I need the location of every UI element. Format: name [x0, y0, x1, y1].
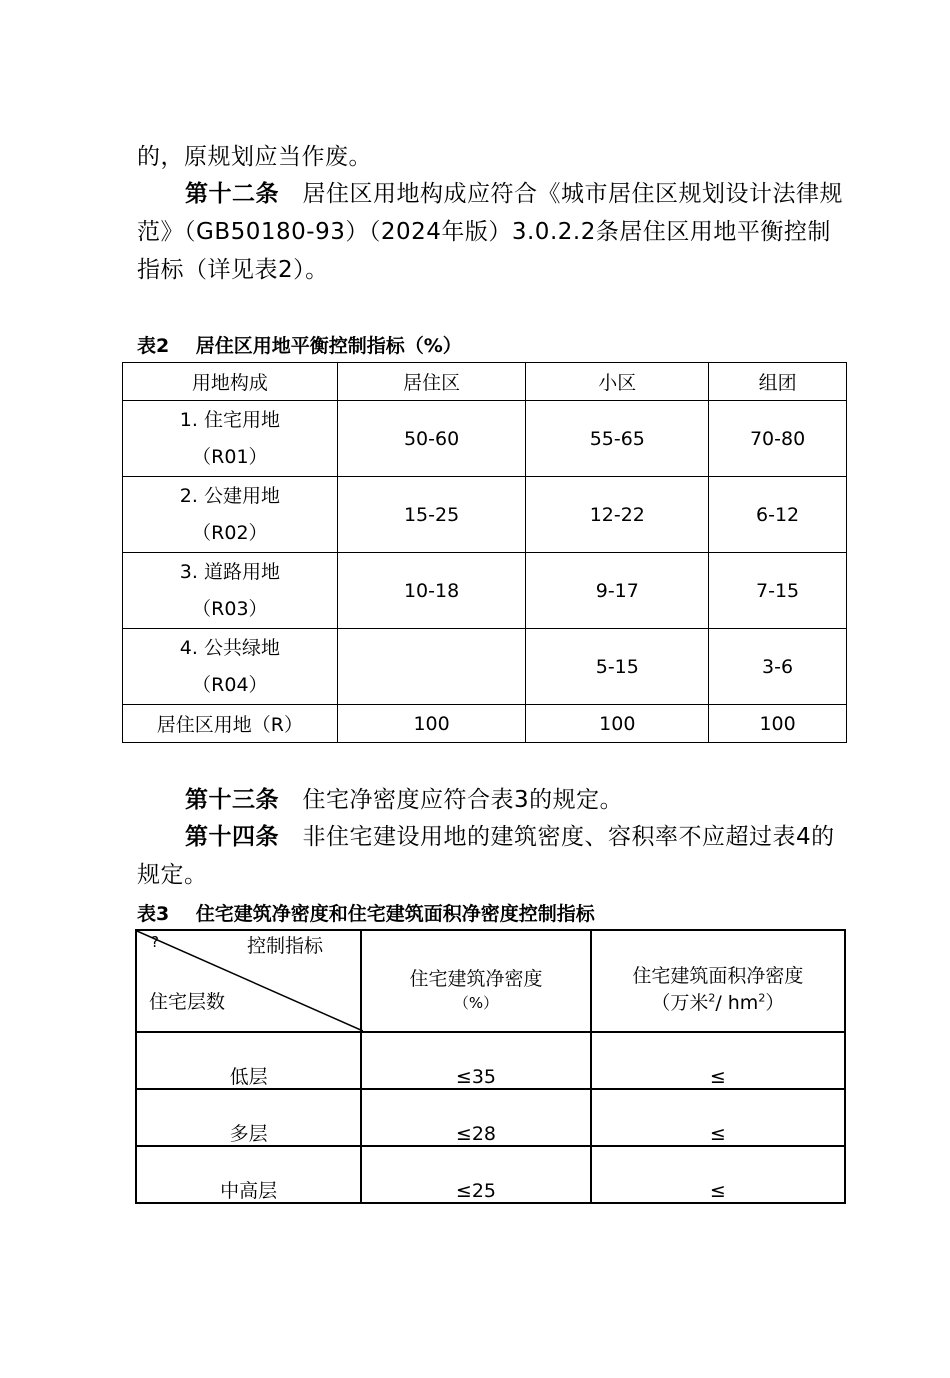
header-cell: 居住区	[337, 363, 526, 401]
value-cell: 15-25	[337, 477, 526, 553]
land-type-cell: 1. 住宅用地 （R01）	[123, 401, 338, 477]
table3-caption-title: 住宅建筑净密度和住宅建筑面积净密度控制指标	[195, 903, 595, 925]
article-13	[137, 781, 847, 819]
value-cell: 6-12	[709, 477, 847, 553]
header-mark: ?	[151, 933, 159, 951]
value-cell: ≤35	[361, 1032, 590, 1089]
value-cell: 5-15	[526, 629, 709, 705]
floor-cell: 多层	[136, 1089, 361, 1146]
header-cell: 住宅建筑净密度 （%）	[361, 930, 590, 1032]
value-cell: ≤	[591, 1089, 845, 1146]
value-cell: 7-15	[709, 553, 847, 629]
header-cell: 小区	[526, 363, 709, 401]
article-14-label: 第十四条	[185, 824, 279, 850]
header-cell: 住宅建筑面积净密度 （万米$^2$/ $hm^2$）	[591, 930, 845, 1032]
land-type-cell: 3. 道路用地 （R03）	[123, 553, 338, 629]
article-14	[137, 818, 847, 894]
table-header-row	[136, 930, 845, 1032]
value-cell: 3-6	[709, 629, 847, 705]
table-header-row	[123, 363, 847, 401]
table-row	[136, 1032, 845, 1089]
value-cell: ≤	[591, 1032, 845, 1089]
article-13-label: 第十三条	[185, 787, 279, 813]
table2-caption-title: 居住区用地平衡控制指标（%）	[195, 335, 462, 357]
value-cell: ≤28	[361, 1089, 590, 1146]
header-bottom-label: 住宅层数	[149, 991, 226, 1013]
table-row	[123, 553, 847, 629]
diagonal-header-cell	[136, 930, 361, 1032]
header-top-label: 控制指标	[247, 935, 324, 957]
table3-caption	[137, 899, 595, 926]
table-row	[136, 1146, 845, 1203]
value-cell: 100	[337, 705, 526, 743]
header-cell: 用地构成	[123, 363, 338, 401]
value-cell: 100	[526, 705, 709, 743]
value-cell: 12-22	[526, 477, 709, 553]
value-cell: 10-18	[337, 553, 526, 629]
land-type-cell: 4. 公共绿地 （R04）	[123, 629, 338, 705]
article-13-text: 住宅净密度应符合表3的规定。	[302, 787, 624, 813]
table-row	[123, 401, 847, 477]
value-cell: 9-17	[526, 553, 709, 629]
total-label-cell: 居住区用地（R）	[123, 705, 338, 743]
value-cell: 70-80	[709, 401, 847, 477]
table-total-row	[123, 705, 847, 743]
table-3	[135, 929, 846, 1204]
value-cell	[337, 629, 526, 705]
floor-cell: 中高层	[136, 1146, 361, 1203]
value-cell: ≤	[591, 1146, 845, 1203]
table-row	[123, 477, 847, 553]
value-cell: ≤25	[361, 1146, 590, 1203]
floor-cell: 低层	[136, 1032, 361, 1089]
header-cell: 组团	[709, 363, 847, 401]
table3-caption-number: 表3	[137, 903, 170, 925]
table-2	[122, 362, 847, 743]
intro-line: 的，原规划应当作废。	[137, 144, 372, 170]
value-cell: 100	[709, 705, 847, 743]
land-type-cell: 2. 公建用地 （R02）	[123, 477, 338, 553]
article-12-text: 居住区用地构成应符合《城市居住区规划设计法律规范》（GB50180-93）（2024年版）3.0.2.2条居住区用地平衡控制指标（详见表2）。	[137, 181, 843, 283]
table-row	[123, 629, 847, 705]
table2-caption	[137, 331, 462, 358]
table-row	[136, 1089, 845, 1146]
article-14-text: 非住宅建设用地的建筑密度、容积率不应超过表4的规定。	[137, 824, 835, 888]
article-12	[137, 175, 847, 289]
value-cell: 50-60	[337, 401, 526, 477]
table2-caption-number: 表2	[137, 335, 170, 357]
value-cell: 55-65	[526, 401, 709, 477]
article-12-label: 第十二条	[185, 181, 279, 207]
